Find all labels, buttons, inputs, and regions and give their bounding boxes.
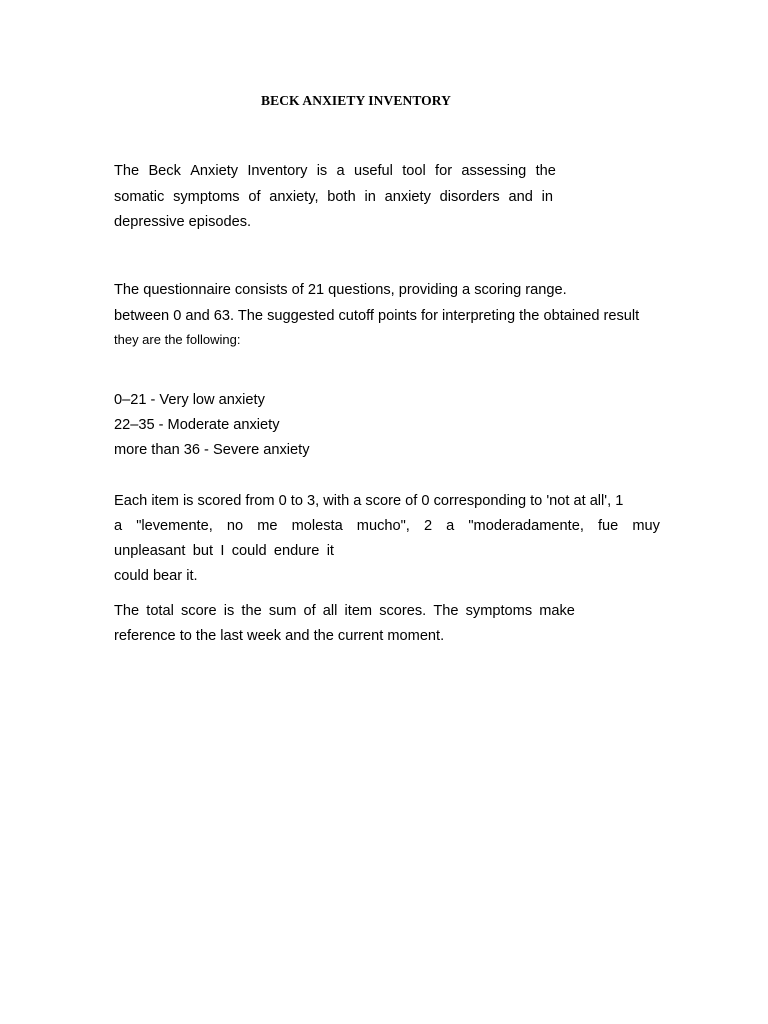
total-line-2: reference to the last week and the current moment. — [114, 628, 445, 644]
word: in — [541, 189, 553, 205]
questionnaire-line-1: The questionnaire consists of 21 questions, providing a scoring range. — [114, 282, 567, 298]
word: is — [316, 163, 328, 179]
intro-line-2 — [114, 188, 553, 206]
word: and — [508, 189, 533, 205]
word: somatic — [114, 189, 165, 205]
word: "levemente, — [136, 518, 213, 534]
word: for — [435, 163, 453, 179]
word: total — [146, 603, 174, 619]
word: anxiety — [384, 189, 431, 205]
cutoff-item-severe: more than 36 - Severe anxiety — [114, 442, 310, 458]
word: make — [539, 603, 575, 619]
word: a — [446, 518, 455, 534]
word: useful — [353, 163, 393, 179]
word: score — [180, 603, 217, 619]
word: me — [257, 518, 278, 534]
word: but — [192, 543, 214, 559]
word: symptoms — [173, 189, 240, 205]
word: symptoms — [465, 603, 533, 619]
word: Inventory — [247, 163, 308, 179]
scoring-line-1: Each item is scored from 0 to 3, with a score of 0 corresponding to 'not at all', 1 — [114, 493, 624, 509]
word: is — [223, 603, 235, 619]
intro-line-3: depressive episodes. — [114, 214, 252, 230]
word: The — [114, 163, 140, 179]
word: the — [241, 603, 262, 619]
word: of — [303, 603, 316, 619]
word: "moderadamente, — [468, 518, 584, 534]
word: it — [326, 543, 334, 559]
word: no — [226, 518, 244, 534]
scoring-line-3 — [114, 542, 334, 560]
word: the — [535, 163, 556, 179]
scoring-line-4: could bear it. — [114, 568, 198, 584]
word: all — [322, 603, 338, 619]
word: 2 — [423, 518, 433, 534]
total-line-1 — [114, 602, 575, 620]
word: of — [248, 189, 261, 205]
word: tool — [402, 163, 426, 179]
word: item — [344, 603, 373, 619]
questionnaire-line-2: between 0 and 63. The suggested cutoff points for interpreting the obtained result — [114, 308, 640, 324]
word: scores. — [379, 603, 427, 619]
word: sum — [268, 603, 297, 619]
word: unpleasant — [114, 543, 186, 559]
word: The — [114, 603, 140, 619]
word: molesta — [291, 518, 343, 534]
word: disorders — [439, 189, 500, 205]
word: a — [114, 518, 123, 534]
word: endure — [273, 543, 320, 559]
questionnaire-line-3: they are the following: — [114, 332, 241, 347]
word: both — [327, 189, 356, 205]
document-title: BECK ANXIETY INVENTORY — [260, 93, 451, 108]
word: I — [220, 543, 225, 559]
word: a — [336, 163, 345, 179]
intro-line-1 — [114, 162, 556, 180]
cutoff-item-low: 0–21 - Very low anxiety — [114, 392, 265, 408]
cutoff-item-moderate: 22–35 - Moderate anxiety — [114, 417, 280, 433]
word: mucho", — [356, 518, 410, 534]
word: in — [364, 189, 376, 205]
word: Anxiety — [190, 163, 239, 179]
scoring-line-2 — [114, 517, 660, 535]
word: could — [231, 543, 267, 559]
word: fue — [597, 518, 619, 534]
word: The — [433, 603, 459, 619]
word: muy — [632, 518, 660, 534]
word: assessing — [461, 163, 527, 179]
word: anxiety, — [269, 189, 319, 205]
word: Beck — [148, 163, 181, 179]
